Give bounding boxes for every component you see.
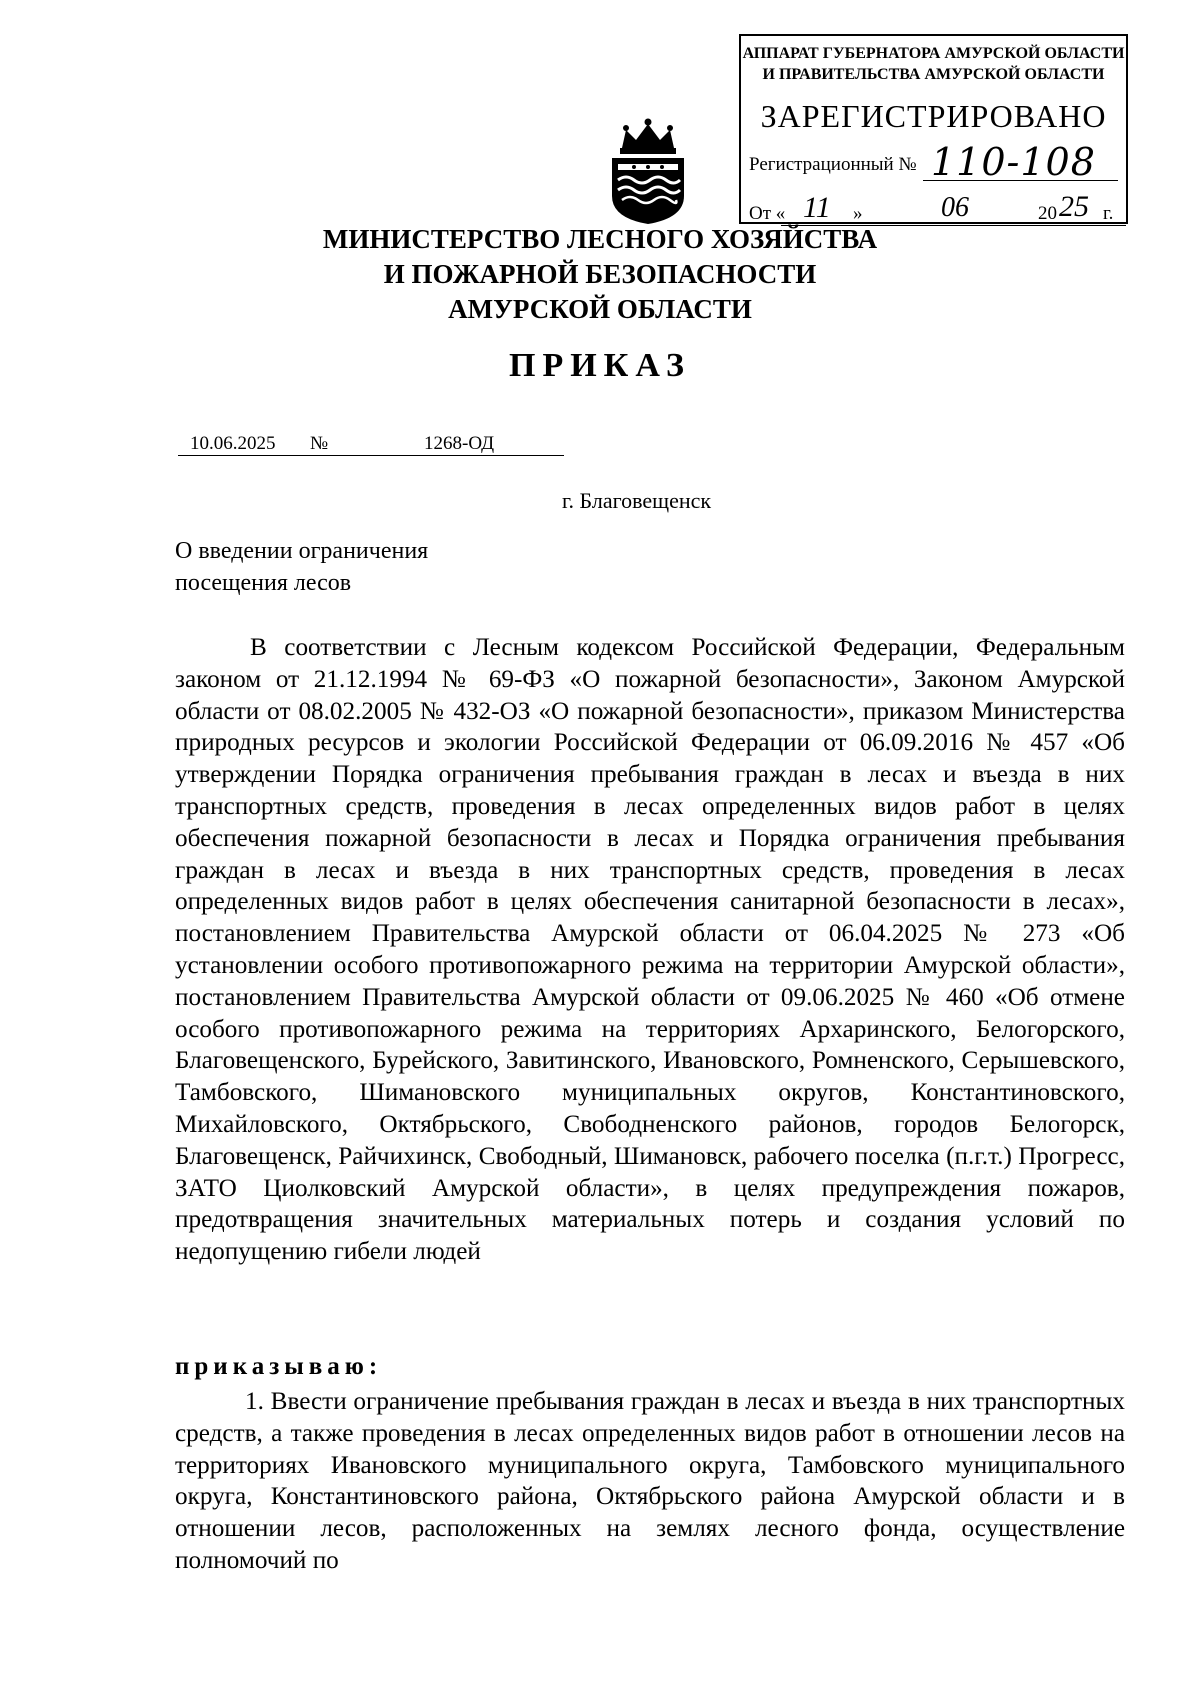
stamp-date-year-prefix: 20 bbox=[1038, 203, 1057, 224]
document-date-underline bbox=[178, 455, 564, 456]
stamp-org-line2: И ПРАВИТЕЛЬСТВА АМУРСКОЙ ОБЛАСТИ bbox=[762, 66, 1105, 83]
stamp-date-year-suffix: 25 bbox=[1059, 190, 1089, 223]
document-type-title: ПРИКАЗ bbox=[509, 347, 691, 384]
preamble-paragraph: В соответствии с Лесным кодексом Российской Федерации, Федеральным законом от 21.12.1994 № 69-ФЗ «О пожарной безопасности», Законом Амурской области от 08.02.2005 № 432-ОЗ «О пожарной безопасности», приказом Министерства природных ресурсов и экологии Российской Федерации от 06.09.2016 № 457 «Об утверждении Порядка ограничения пребывания граждан в лесах и въезда в них транспортных средств, проведения в лесах определенных видов работ в целях обеспечения пожарной безопасности в лесах и Порядка ограничения пребывания граждан в лесах и въезда в них транспортных средств, проведения в лесах определенных видов работ в целях обеспечения санитарной безопасности в лесах», постановлением Правительства Амурской области от 06.04.2025 № 273 «Об установлении особого противопожарного режима на территории Амурской области», постановлением Правительства Амурской области от 09.06.2025 № 460 «Об отмене особого противопожарного режима на территориях Архаринского, Белогорского, Благовещенского, Бурейского, Завитинского, Ивановского, Ромненского, Серышевского, Тамбовского, Шимановского муниципальных округов, Константиновского, Михайловского, Октябрьского, Свободненского районов, городов Белогорск, Благовещенск, Райчихинск, Свободный, Шимановск, рабочего поселка (п.г.т.) Прогресс, ЗАТО Циолковский Амурской области», в целях предупреждения пожаров, предотвращения значительных материальных потерь и создания условий по недопущению гибели людей bbox=[175, 634, 1125, 1266]
ministry-name-line3: АМУРСКОЙ ОБЛАСТИ bbox=[448, 294, 752, 324]
document-subject-line1: О введении ограничения bbox=[175, 538, 429, 564]
stamp-date-day: 11 bbox=[803, 191, 831, 224]
stamp-date-prefix: От « bbox=[749, 203, 786, 224]
stamp-reg-label: Регистрационный № bbox=[749, 154, 917, 175]
document-subject-line2: посещения лесов bbox=[175, 570, 352, 596]
document-number: 1268-ОД bbox=[424, 433, 495, 454]
decree-word: приказываю: bbox=[175, 1353, 383, 1380]
stamp-org-line1: АППАРАТ ГУБЕРНАТОРА АМУРСКОЙ ОБЛАСТИ bbox=[742, 45, 1125, 62]
document-date: 10.06.2025 bbox=[190, 433, 276, 454]
stamp-date-close: » bbox=[853, 203, 863, 224]
document-number-label: № bbox=[310, 433, 329, 454]
stamp-date-month: 06 bbox=[941, 192, 969, 223]
stamp-title: ЗАРЕГИСТРИРОВАНО bbox=[760, 98, 1107, 134]
document-city: г. Благовещенск bbox=[562, 488, 712, 513]
stamp-reg-number: 110-108 bbox=[931, 140, 1096, 184]
order-item-1: 1. Ввести ограничение пребывания граждан в лесах и въезда в них транспортных средств, а также проведения в лесах определенных видов работ в отношении лесов на территориях Ивановского муниципального округа, Тамбовского муниципального округа, Константиновского района, Октябрьского района Амурской области и в отношении лесов, расположенных на землях лесного фонда, осуществление полномочий по bbox=[175, 1388, 1125, 1574]
ministry-name-line2: И ПОЖАРНОЙ БЕЗОПАСНОСТИ bbox=[383, 259, 817, 289]
ministry-name-line1: МИНИСТЕРСТВО ЛЕСНОГО ХОЗЯЙСТВА bbox=[322, 224, 878, 254]
amur-coat-of-arms-icon bbox=[604, 118, 692, 226]
stamp-date-suffix: г. bbox=[1103, 203, 1114, 224]
registration-stamp bbox=[739, 34, 1128, 224]
